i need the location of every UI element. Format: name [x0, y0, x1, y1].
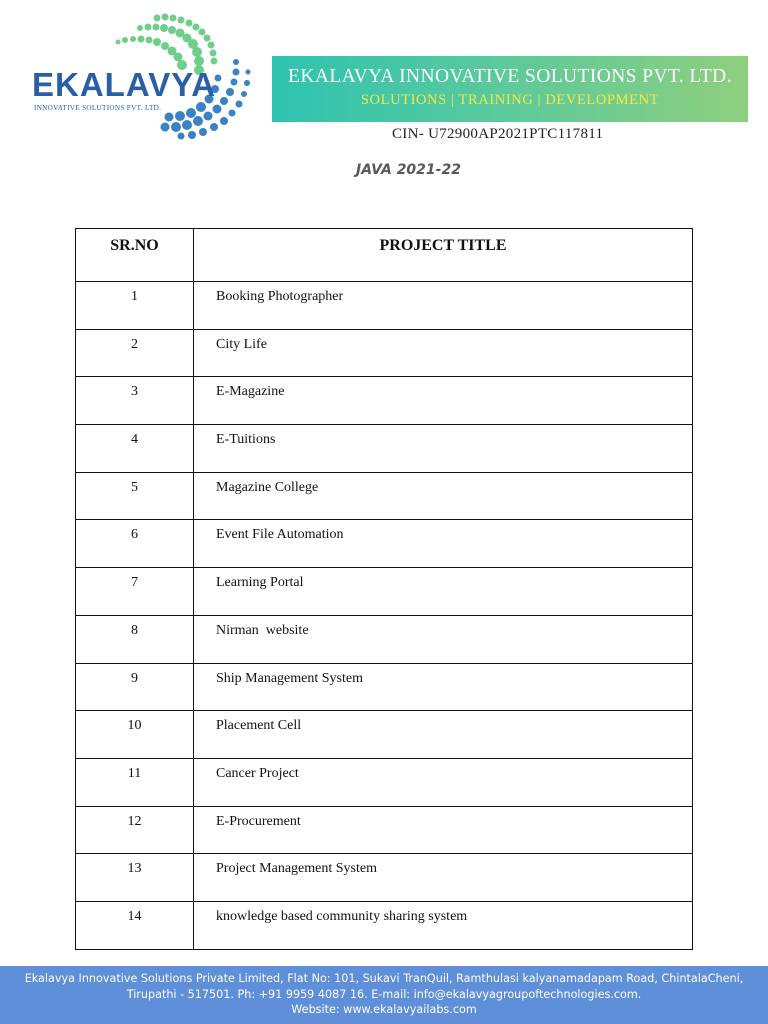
header-sr-no: SR.NO: [76, 229, 194, 282]
company-banner: [272, 56, 748, 122]
table-header-row: [76, 229, 693, 282]
row-project-title: knowledge based community sharing system: [194, 901, 693, 949]
row-project-title: E-Tuitions: [194, 425, 693, 473]
row-number: 8: [76, 615, 194, 663]
table-row: [76, 282, 693, 330]
document-heading: JAVA 2021-22: [356, 162, 461, 178]
company-services: SOLUTIONS | TRAINING | DEVELOPMENT: [360, 92, 660, 108]
row-project-title: Event File Automation: [194, 520, 693, 568]
cin-number: CIN- U72900AP2021PTC117811: [392, 126, 604, 142]
table-row: [76, 711, 693, 759]
row-project-title: E-Magazine: [194, 377, 693, 425]
company-name: EKALAVYA INNOVATIVE SOLUTIONS PVT. LTD.: [288, 66, 732, 87]
table-row: [76, 663, 693, 711]
row-project-title: Nirman website: [194, 615, 693, 663]
row-project-title: Booking Photographer: [194, 282, 693, 330]
row-number: 3: [76, 377, 194, 425]
table-row: [76, 615, 693, 663]
header-project-title: PROJECT TITLE: [194, 229, 693, 282]
row-number: 14: [76, 901, 194, 949]
logo-wordmark: EKALAVYA: [32, 66, 217, 103]
table-row: [76, 854, 693, 902]
row-project-title: Placement Cell: [194, 711, 693, 759]
row-number: 5: [76, 472, 194, 520]
row-number: 1: [76, 282, 194, 330]
row-number: 9: [76, 663, 194, 711]
company-logo: [22, 12, 262, 147]
table-row: [76, 425, 693, 473]
row-number: 10: [76, 711, 194, 759]
table-row: [76, 377, 693, 425]
row-number: 4: [76, 425, 194, 473]
row-number: 6: [76, 520, 194, 568]
row-project-title: E-Procurement: [194, 806, 693, 854]
projects-table: [75, 228, 693, 950]
footer-contact: Tirupathi - 517501. Ph: +91 9959 4087 16. E-mail: info@ekalavyagroupoftechnologies.com.: [126, 987, 642, 1001]
table-row: [76, 901, 693, 949]
row-number: 11: [76, 758, 194, 806]
table-row: [76, 329, 693, 377]
row-project-title: Project Management System: [194, 854, 693, 902]
footer-address: Ekalavya Innovative Solutions Private Limited, Flat No: 101, Sukavi TranQuil, Ramthulasi kalyanamadapam Road, ChintalaCheni,: [24, 972, 744, 985]
row-project-title: Magazine College: [194, 472, 693, 520]
row-project-title: Ship Management System: [194, 663, 693, 711]
row-project-title: City Life: [194, 329, 693, 377]
table-row: [76, 806, 693, 854]
logo-tagline: INNOVATIVE SOLUTIONS PVT. LTD.: [34, 104, 162, 112]
row-number: 13: [76, 854, 194, 902]
table-row: [76, 472, 693, 520]
table-row: [76, 568, 693, 616]
table-row: [76, 520, 693, 568]
table-row: [76, 758, 693, 806]
logo-graphic: [22, 12, 262, 147]
row-number: 12: [76, 806, 194, 854]
footer-website: Website: www.ekalavyailabs.com: [291, 1003, 477, 1016]
page-footer: [0, 966, 768, 1024]
row-number: 2: [76, 329, 194, 377]
row-project-title: Cancer Project: [194, 758, 693, 806]
row-number: 7: [76, 568, 194, 616]
row-project-title: Learning Portal: [194, 568, 693, 616]
